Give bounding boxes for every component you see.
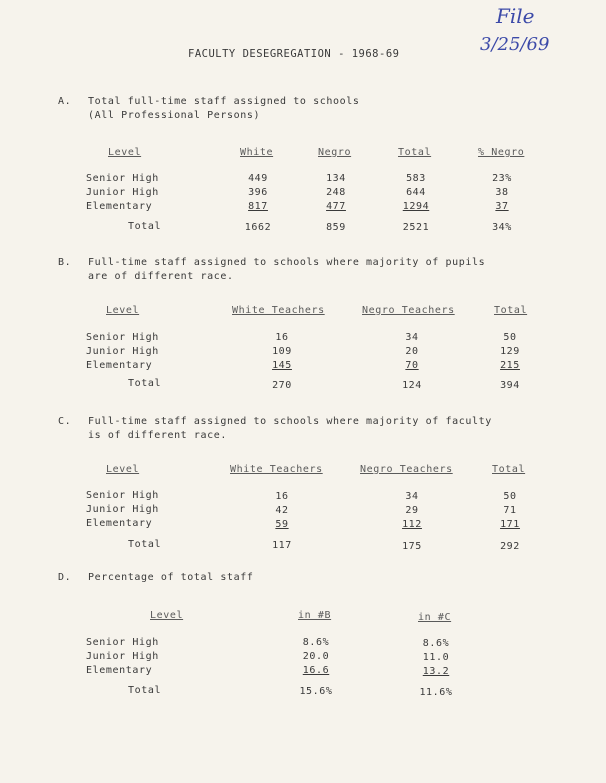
a-row-label: Elementary (86, 201, 153, 212)
c-cell: 171 (500, 519, 520, 530)
b-header-negro-teachers: Negro Teachers (362, 305, 455, 316)
d-row-label: Senior High (86, 637, 159, 648)
b-cell: 34 (405, 332, 419, 343)
b-header-total: Total (494, 305, 528, 316)
handwritten-file-note: File (496, 4, 535, 28)
c-total-cell: 292 (500, 541, 520, 552)
section-d-heading: Percentage of total staff (88, 572, 254, 583)
b-total-cell: 394 (500, 380, 520, 391)
a-row-label: Senior High (86, 173, 159, 184)
d-row-label: Junior High (86, 651, 159, 662)
section-d-letter: D. (58, 572, 72, 583)
c-row-label: Junior High (86, 504, 159, 515)
c-total-label: Total (128, 539, 162, 550)
c-row-label: Elementary (86, 518, 153, 529)
b-cell: 129 (500, 346, 520, 357)
a-cell: 248 (326, 187, 346, 198)
d-cell: 11.0 (422, 652, 450, 663)
c-cell: 34 (405, 491, 419, 502)
a-cell: 449 (248, 173, 268, 184)
b-cell: 215 (500, 360, 520, 371)
c-cell: 112 (402, 519, 422, 530)
d-cell: 8.6% (422, 638, 450, 649)
d-cell: 13.2 (422, 666, 450, 677)
b-header-level: Level (106, 305, 140, 316)
b-total-label: Total (128, 378, 162, 389)
a-cell: 817 (248, 201, 268, 212)
b-row-label: Junior High (86, 346, 159, 357)
section-a-subheading: (All Professional Persons) (88, 110, 261, 121)
c-row-label: Senior High (86, 490, 159, 501)
b-total-cell: 124 (402, 380, 422, 391)
c-cell: 71 (503, 505, 517, 516)
c-cell: 59 (275, 519, 289, 530)
c-header-white-teachers: White Teachers (230, 464, 323, 475)
c-cell: 16 (275, 491, 289, 502)
handwritten-date-note: 3/25/69 (480, 34, 550, 55)
b-cell: 50 (503, 332, 517, 343)
a-cell: 1294 (402, 201, 430, 212)
a-cell: 396 (248, 187, 268, 198)
a-cell: 23% (492, 173, 512, 184)
b-total-cell: 270 (272, 380, 292, 391)
b-row-label: Senior High (86, 332, 159, 343)
a-cell: 477 (326, 201, 346, 212)
a-header-level: Level (108, 147, 142, 158)
d-cell: 16.6 (302, 665, 330, 676)
section-b-heading: Full-time staff assigned to schools where majority of pupils (88, 257, 486, 268)
page-title: FACULTY DESEGREGATION - 1968-69 (188, 48, 400, 60)
d-total-cell: 15.6% (299, 686, 333, 697)
c-cell: 50 (503, 491, 517, 502)
d-header-in-c: in #C (418, 612, 452, 623)
a-total-cell: 1662 (244, 222, 272, 233)
a-total-cell: 34% (492, 222, 512, 233)
b-cell: 145 (272, 360, 292, 371)
section-c-subheading: is of different race. (88, 430, 228, 441)
d-cell: 20.0 (302, 651, 330, 662)
a-header-white: White (240, 147, 274, 158)
c-cell: 42 (275, 505, 289, 516)
a-header-total: Total (398, 147, 432, 158)
a-header-pct-negro: % Negro (478, 147, 525, 158)
b-cell: 16 (275, 332, 289, 343)
c-cell: 29 (405, 505, 419, 516)
a-header-negro: Negro (318, 147, 352, 158)
a-total-label: Total (128, 221, 162, 232)
b-cell: 109 (272, 346, 292, 357)
b-cell: 70 (405, 360, 419, 371)
c-total-cell: 175 (402, 541, 422, 552)
section-b-subheading: are of different race. (88, 271, 234, 282)
a-cell: 38 (495, 187, 509, 198)
d-row-label: Elementary (86, 665, 153, 676)
a-cell: 644 (406, 187, 426, 198)
c-header-total: Total (492, 464, 526, 475)
d-cell: 8.6% (302, 637, 330, 648)
d-total-label: Total (128, 685, 162, 696)
section-a-letter: A. (58, 96, 72, 107)
c-total-cell: 117 (272, 540, 292, 551)
a-row-label: Junior High (86, 187, 159, 198)
b-row-label: Elementary (86, 360, 153, 371)
a-cell: 134 (326, 173, 346, 184)
a-total-cell: 2521 (402, 222, 430, 233)
section-b-letter: B. (58, 257, 72, 268)
section-c-letter: C. (58, 416, 72, 427)
section-a-heading: Total full-time staff assigned to schools (88, 96, 360, 107)
b-header-white-teachers: White Teachers (232, 305, 325, 316)
section-c-heading: Full-time staff assigned to schools where majority of faculty (88, 416, 492, 427)
b-cell: 20 (405, 346, 419, 357)
a-cell: 37 (495, 201, 509, 212)
c-header-negro-teachers: Negro Teachers (360, 464, 453, 475)
d-total-cell: 11.6% (419, 687, 453, 698)
a-total-cell: 859 (326, 222, 346, 233)
d-header-in-b: in #B (298, 610, 332, 621)
a-cell: 583 (406, 173, 426, 184)
c-header-level: Level (106, 464, 140, 475)
d-header-level: Level (150, 610, 184, 621)
